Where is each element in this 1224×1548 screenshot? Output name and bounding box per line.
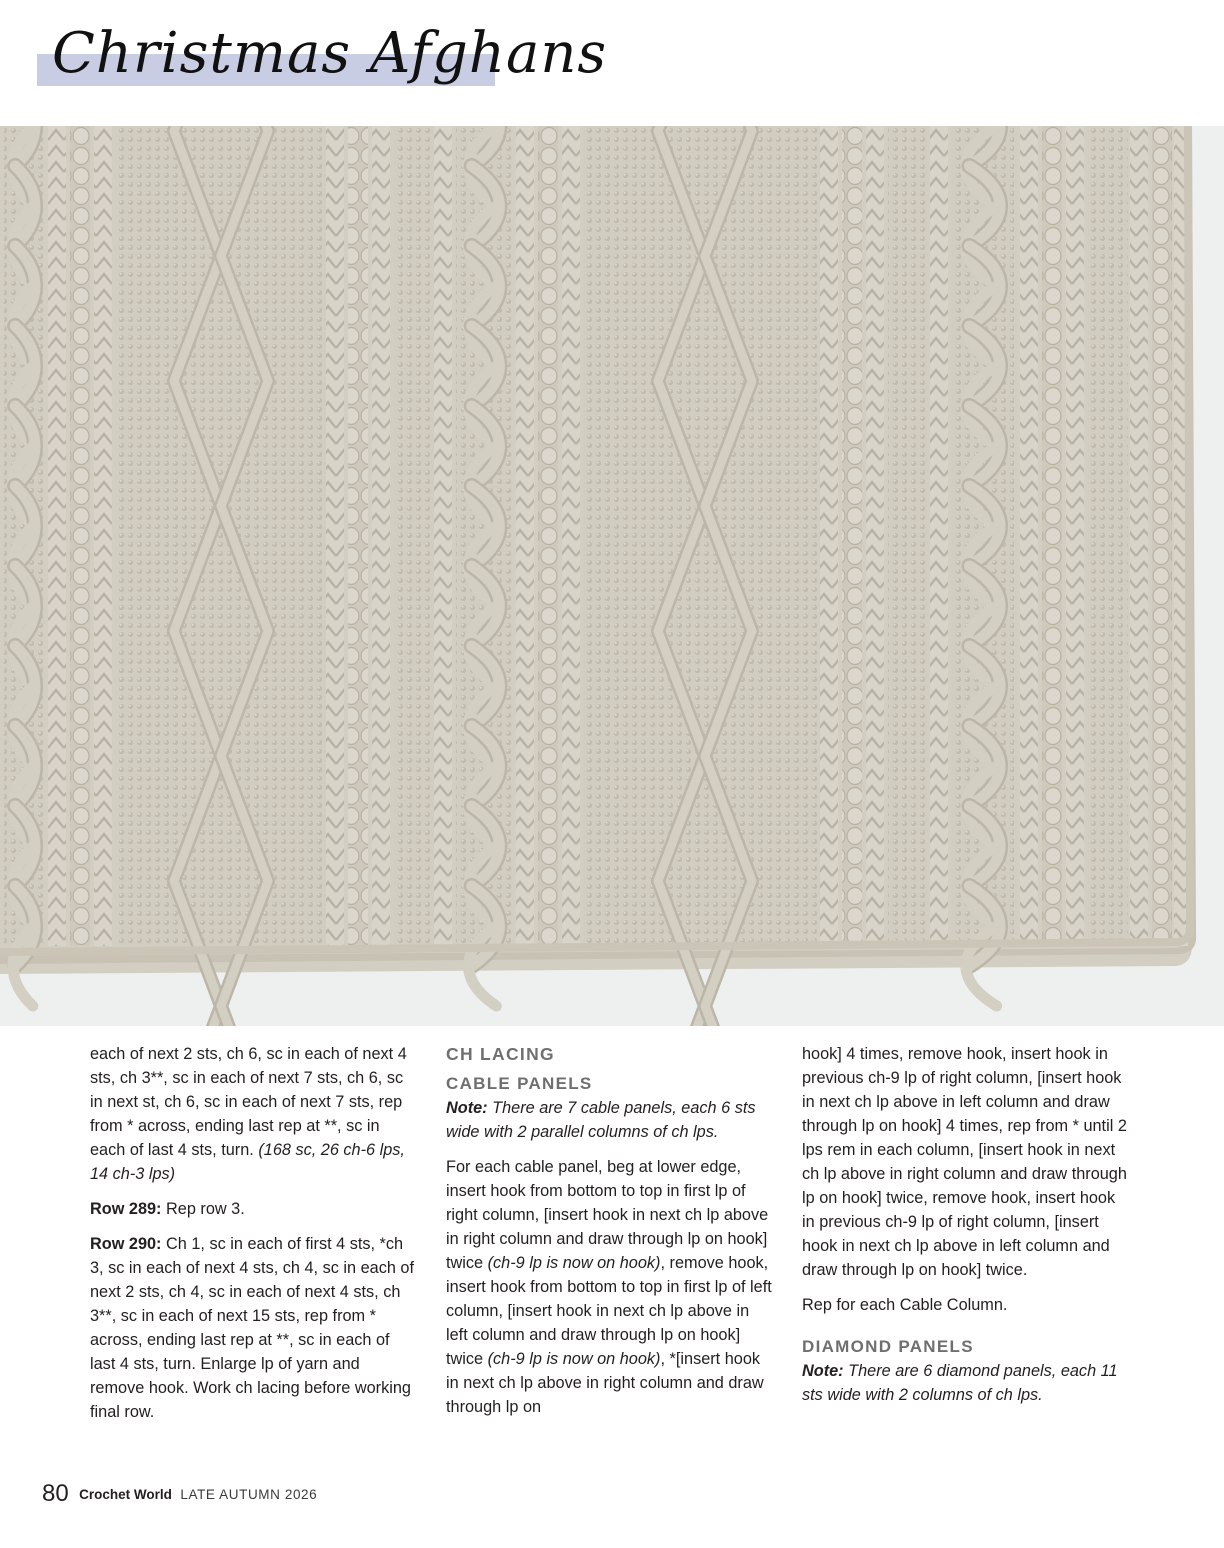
braid-column: [1020, 126, 1038, 946]
crochet-afghan-photo: [0, 126, 1224, 1026]
issue-label: LATE AUTUMN 2026: [180, 1486, 318, 1502]
note: Note: There are 7 cable panels, each 6 sts wide with 2 parallel columns of ch lps.: [446, 1099, 756, 1141]
braid-column: [562, 126, 580, 946]
afghan-texture: [0, 126, 1190, 1026]
braid-column: [326, 126, 344, 946]
sc-background: [760, 126, 820, 946]
page-footer: [42, 1480, 317, 1508]
braid-column: [866, 126, 884, 946]
instruction-paragraph: For each cable panel, beg at lower edge, insert hook from bottom to top in first lp of right column, [insert hook in next ch lp above in right column and draw through lp on hook] twice (ch-9 lp is now on hook), remove hook, insert hook from bottom to top in first lp of left column, [insert hook in next ch lp above in left column and draw through lp on hook] twice (ch-9 lp is now on hook), *[insert hook in next ch lp above in right column and draw through lp on: [446, 1158, 772, 1416]
page-number: 80: [42, 1480, 69, 1507]
bobble-column: [1042, 126, 1062, 946]
braid-column: [434, 126, 452, 946]
braid-column: [48, 126, 66, 946]
sc-background: [116, 126, 166, 946]
section-title: Christmas Afghans: [52, 21, 608, 86]
bobble-column: [538, 126, 558, 946]
braid-column: [820, 126, 838, 946]
row-290-instruction: Row 290: Ch 1, sc in each of first 4 sts, *ch 3, sc in each of next 4 sts, ch 4, sc in each of next 2 sts, ch 4, sc in each of next 4 sts, ch 3**, sc in each of next 15 sts, rep from * across, ending last rep at **, sc in each of last 4 sts, turn. Enlarge lp of yarn and remove hook. Work ch lacing before working final row.: [90, 1235, 414, 1421]
text-column-1: [90, 1042, 416, 1435]
row-289-instruction: Row 289: Rep row 3.: [90, 1200, 245, 1218]
text-column-3: [802, 1042, 1128, 1418]
sc-background: [888, 126, 928, 946]
braid-column: [94, 126, 112, 946]
sc-background: [1088, 126, 1128, 946]
bobble-column: [70, 126, 90, 946]
braid-column: [372, 126, 390, 946]
magazine-name: Crochet World: [79, 1486, 172, 1502]
text-column-2: [446, 1042, 772, 1430]
bobble-column: [842, 126, 862, 946]
bobble-column: [348, 126, 368, 946]
braid-column: [516, 126, 534, 946]
braid-column: [1066, 126, 1084, 946]
subsection-heading: DIAMOND PANELS: [802, 1337, 974, 1356]
note: Note: There are 6 diamond panels, each 11 sts wide with 2 columns of ch lps.: [802, 1362, 1118, 1404]
bobble-column: [1152, 126, 1172, 946]
subsection-heading: CABLE PANELS: [446, 1074, 593, 1093]
braid-column: [930, 126, 948, 946]
section-heading: CH LACING: [446, 1044, 555, 1064]
sc-background: [276, 126, 326, 946]
sc-background: [394, 126, 434, 946]
sc-background: [584, 126, 650, 946]
instruction-paragraph: Rep for each Cable Column.: [802, 1296, 1008, 1314]
braid-column: [1130, 126, 1148, 946]
instruction-paragraph: hook] 4 times, remove hook, insert hook in previous ch-9 lp of right column, [insert hook in next ch lp above in left column and draw through lp on hook] 4 times, rep from * until 2 lps rem in each column, [insert hook in next ch lp above in right column and draw through lp on hook] twice, remove hook, insert hook in previous ch-9 lp of right column, [insert hook in next ch lp above in left column and draw through lp on hook] twice.: [802, 1045, 1127, 1279]
instruction-paragraph: each of next 2 sts, ch 6, sc in each of next 4 sts, ch 3**, sc in each of next 7 sts, ch 6, sc in next st, ch 6, sc in each of next 7 sts, rep from * across, ending last rep at **, sc in each of last 4 sts, turn. (168 sc, 26 ch-6 lps, 14 ch-3 lps): [90, 1045, 407, 1183]
